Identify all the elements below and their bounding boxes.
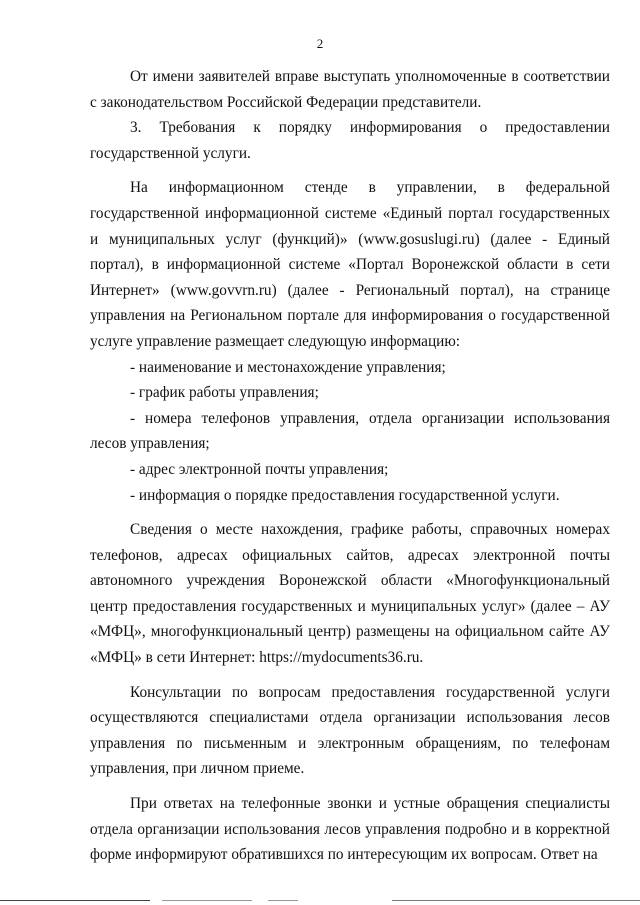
list-item-procedure-info: - информация о порядке предоставления государственной услуги. <box>130 486 560 504</box>
scan-edge-segment <box>162 900 252 901</box>
scan-edge-segment <box>268 900 298 901</box>
paragraph-phone-answers: При ответах на телефонные звонки и устные обращения специалисты отдела организации использования лесов управления подробно и в корректной форме информируют обратившихся по интересующим их вопросам. Ответ на <box>90 795 610 864</box>
list-item-schedule: - график работы управления; <box>130 384 319 402</box>
paragraph-mfc-info: Сведения о месте нахождения, графике работы, справочных номерах телефонов, адресах официальных сайтов, адресах электронной почты автономного учреждения Воронежской области «Многофункциональный центр предоставления государственных и муниципальных услуг» (далее – АУ «МФЦ», многофункциональный центр) размещены на официальном сайте АУ «МФЦ» в сети Интернет: https://mydocuments36.ru. <box>90 521 610 667</box>
list-item-phone-numbers: - номера телефонов управления, отдела организации использования лесов управления; <box>90 409 610 453</box>
list-item-name-location: - наименование и местонахождение управления; <box>130 358 446 376</box>
scan-edge-line <box>0 897 640 905</box>
paragraph-consultations: Консультации по вопросам предоставления государственной услуги осуществляются специалистами отдела организации использования лесов управления по письменным и электронным обращениям, по телефонам управления, при личном приеме. <box>90 683 610 778</box>
scan-edge-segment <box>0 900 150 901</box>
list-item-email: - адрес электронной почты управления; <box>130 460 389 478</box>
page-number: 2 <box>316 36 324 51</box>
paragraph-information-stand: На информационном стенде в управлении, в федеральной государственной информационной системе «Единый портал государственных и муниципальных услуг (функций)» (www.gosuslugi.ru) (далее - Единый портал), в информационной системе «Портал Воронежской области в сети Интернет» (www.govvrn.ru) (далее - Региональный портал), на странице управления на Региональном портале для информирования о государственной услуге управление размещает следующую информацию: <box>90 179 610 350</box>
paragraph-representatives: От имени заявителей вправе выступать уполномоченные в соответствии с законодательством Российской Федерации представители. <box>90 68 610 111</box>
section-heading-requirements: 3. Требования к порядку информирования о предоставлении государственной услуги. <box>90 119 610 162</box>
document-body <box>90 64 610 868</box>
scan-edge-segment <box>392 900 640 901</box>
